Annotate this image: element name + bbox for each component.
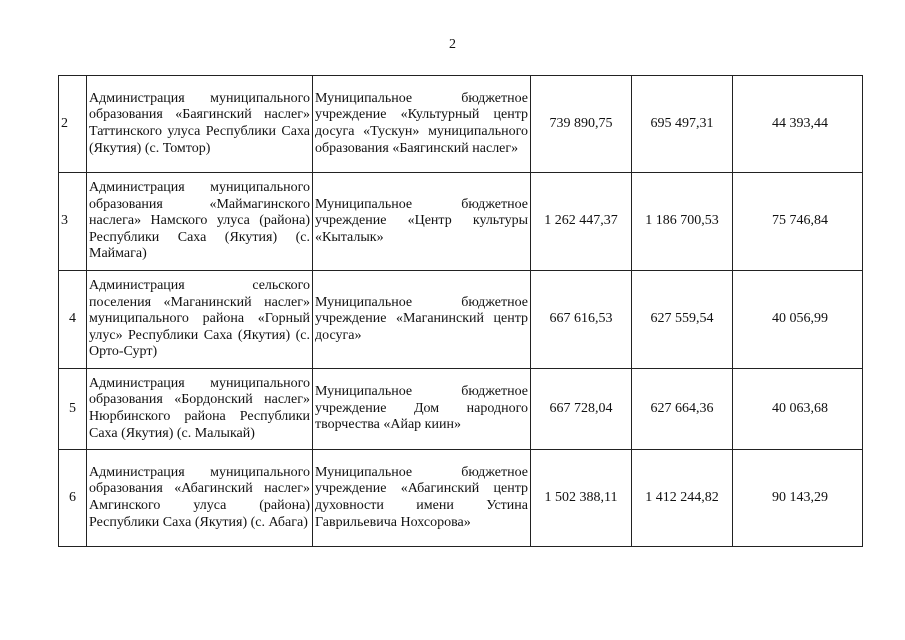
amount-total-cell: 667 728,04 (531, 369, 632, 450)
amount-3-cell: 40 063,68 (733, 369, 863, 450)
amount-2-cell: 1 186 700,53 (632, 173, 733, 271)
institution-cell: Муниципальное бюджетное учреждение Дом народного творчества «Айар киин» (313, 369, 531, 450)
table-row (59, 450, 863, 547)
institution-cell: Муниципальное бюджетное учреждение «Абагинский центр духовности имени Устина Гаврильевича Нохсорова» (313, 450, 531, 547)
amount-3-cell: 90 143,29 (733, 450, 863, 547)
table-row (59, 369, 863, 450)
row-number: 2 (59, 76, 87, 173)
row-number: 4 (59, 271, 87, 369)
row-number: 6 (59, 450, 87, 547)
amount-3-cell: 44 393,44 (733, 76, 863, 173)
institution-cell: Муниципальное бюджетное учреждение «Маганинский центр досуга» (313, 271, 531, 369)
table-row (59, 76, 863, 173)
funding-table (58, 75, 863, 547)
amount-3-cell: 75 746,84 (733, 173, 863, 271)
amount-2-cell: 1 412 244,82 (632, 450, 733, 547)
amount-total-cell: 1 262 447,37 (531, 173, 632, 271)
table-row (59, 271, 863, 369)
amount-total-cell: 667 616,53 (531, 271, 632, 369)
administration-cell: Администрация муниципального образования «Бордонский наслег» Нюрбинского района Республики Саха (Якутия) (с. Малыкай) (87, 369, 313, 450)
institution-cell: Муниципальное бюджетное учреждение «Центр культуры «Кыталык» (313, 173, 531, 271)
administration-cell: Администрация муниципального образования «Абагинский наслег» Амгинского улуса (района) Республики Саха (Якутия) (с. Абага) (87, 450, 313, 547)
institution-cell: Муниципальное бюджетное учреждение «Культурный центр досуга «Тускун» муниципального образования «Баягинский наслег» (313, 76, 531, 173)
amount-total-cell: 739 890,75 (531, 76, 632, 173)
administration-cell: Администрация сельского поселения «Маганинский наслег» муниципального района «Горный улус» Республики Саха (Якутия) (с. Орто-Сурт) (87, 271, 313, 369)
row-number: 5 (59, 369, 87, 450)
amount-2-cell: 627 664,36 (632, 369, 733, 450)
amount-2-cell: 627 559,54 (632, 271, 733, 369)
amount-total-cell: 1 502 388,11 (531, 450, 632, 547)
administration-cell: Администрация муниципального образования «Маймагинского наслега» Намского улуса (района) Республики Саха (Якутия) (с. Маймага) (87, 173, 313, 271)
table-row (59, 173, 863, 271)
page-number: 2 (449, 37, 456, 52)
amount-2-cell: 695 497,31 (632, 76, 733, 173)
row-number: 3 (59, 173, 87, 271)
amount-3-cell: 40 056,99 (733, 271, 863, 369)
administration-cell: Администрация муниципального образования «Баягинский наслег» Таттинского улуса Республики Саха (Якутия) (с. Томтор) (87, 76, 313, 173)
